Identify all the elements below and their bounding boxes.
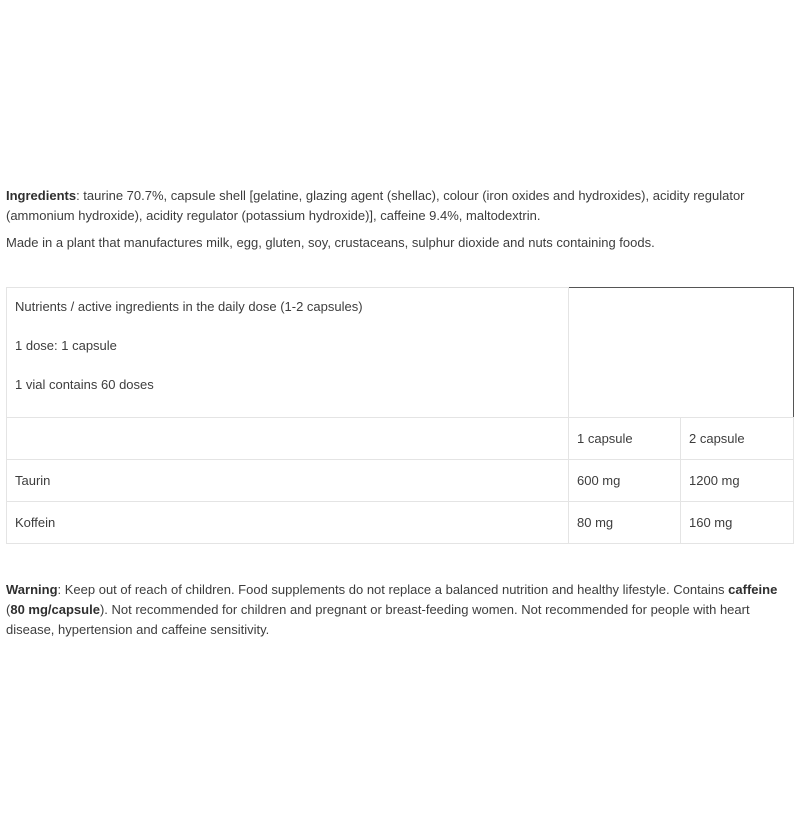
column-header-name — [7, 417, 569, 459]
row-value-2-capsule: 160 mg — [681, 501, 794, 543]
header-empty-cell — [569, 287, 794, 417]
column-header-row — [7, 417, 794, 459]
row-value-1-capsule: 80 mg — [569, 501, 681, 543]
warning-label: Warning — [6, 581, 58, 597]
allergen-notice: Made in a plant that manufactures milk, egg, gluten, soy, crustaceans, sulphur dioxide and nuts containing foods. — [6, 235, 655, 250]
warning-text-1: : Keep out of reach of children. Food supplements do not replace a balanced nutrition and healthy lifestyle. Contains — [57, 581, 729, 597]
nutrients-header-cell — [7, 287, 569, 417]
dose-label: 80 mg/capsule — [10, 601, 100, 617]
warning-paragraph — [6, 580, 793, 640]
table-header-row — [7, 287, 794, 417]
table-row — [7, 459, 794, 501]
nutrition-table — [6, 287, 794, 544]
column-header-2-capsule: 2 capsule — [681, 417, 794, 459]
nutrients-title: Nutrients / active ingredients in the daily dose (1-2 capsules) — [15, 298, 363, 314]
warning-text-3: ). Not recommended for children and pregnant or breast-feeding women. Not recommended for people with heart disease, hypertension and caffeine sensitivity. — [6, 601, 750, 637]
ingredients-text: : taurine 70.7%, capsule shell [gelatine, glazing agent (shellac), colour (iron oxides and hydroxides), acidity regulator (ammonium hydroxide), acidity regulator (potassium hydroxide)], caffeine 9.4%, maltodextrin. — [6, 188, 745, 223]
product-info — [6, 186, 793, 640]
ingredients-paragraph — [6, 186, 793, 225]
column-header-1-capsule: 1 capsule — [569, 417, 681, 459]
vial-info: 1 vial contains 60 doses — [15, 376, 154, 392]
row-name: Taurin — [7, 459, 569, 501]
row-name: Koffein — [7, 501, 569, 543]
dose-info: 1 dose: 1 capsule — [15, 337, 117, 353]
caffeine-label: caffeine — [728, 581, 778, 597]
row-value-2-capsule: 1200 mg — [681, 459, 794, 501]
row-value-1-capsule: 600 mg — [569, 459, 681, 501]
ingredients-label: Ingredients — [6, 188, 77, 203]
warning-text-2: ( — [6, 601, 11, 617]
table-row — [7, 501, 794, 543]
